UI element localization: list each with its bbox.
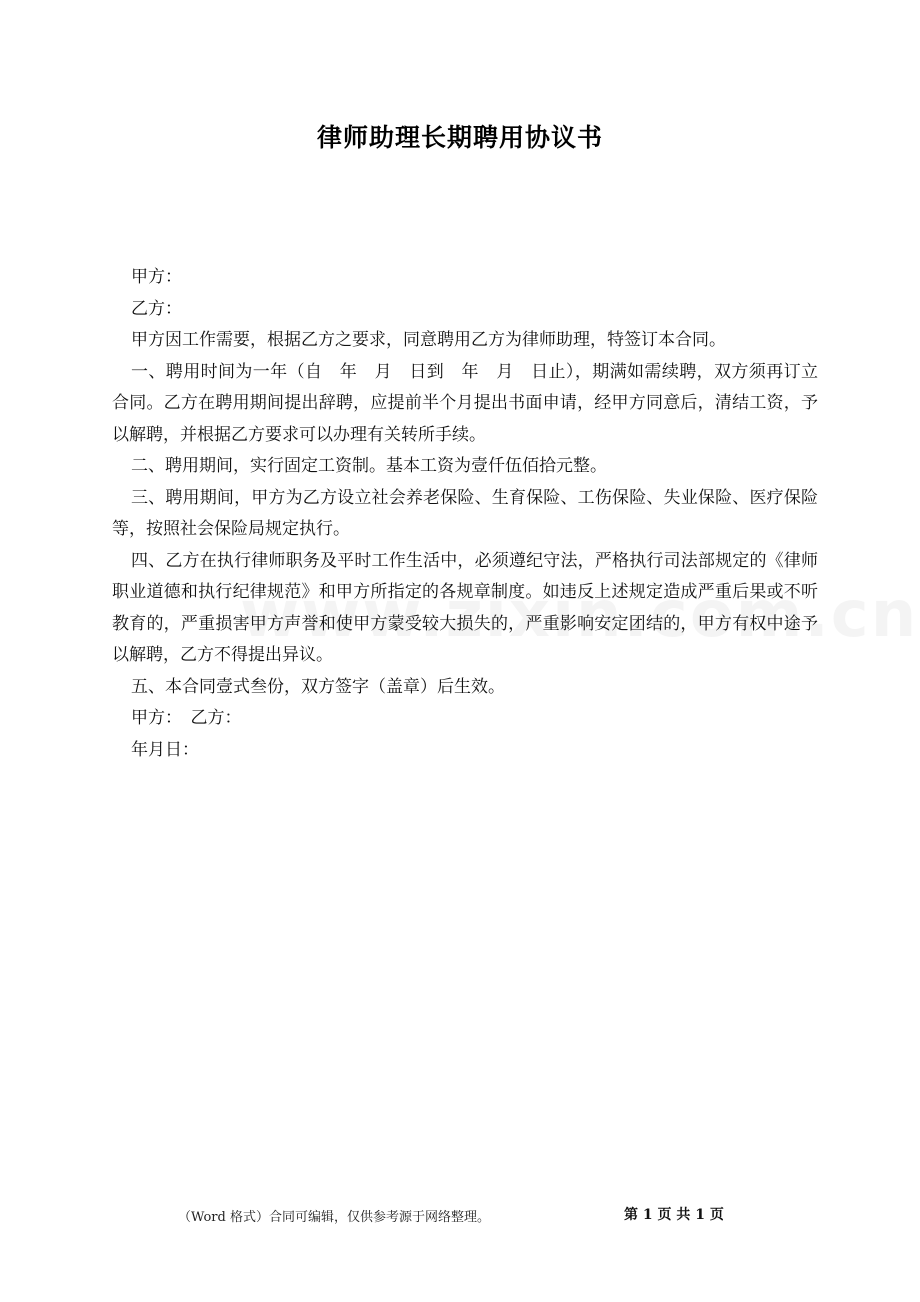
intro-paragraph: 甲方因工作需要，根据乙方之要求，同意聘用乙方为律师助理，特签订本合同。 <box>131 330 726 350</box>
document-title: 律师助理长期聘用协议书 <box>316 123 603 152</box>
page-number: 第 1 页 共 1 页 <box>624 1207 724 1223</box>
document-body <box>112 262 818 766</box>
clause-4: 四、乙方在执行律师职务及平时工作生活中，必须遵纪守法，严格执行司法部规定的《律师职业道德和执行纪律规范》和甲方所指定的各规章制度。如违反上述规定造成严重后果或不听教育的，严重损害甲方声誉和使甲方蒙受较大损失的，严重影响安定团结的，甲方有权中途予以解聘，乙方不得提出异议。 <box>112 550 818 665</box>
clause-3: 三、聘用期间，甲方为乙方设立社会养老保险、生育保险、工伤保险、失业保险、医疗保险等，按照社会保险局规定执行。 <box>112 487 818 539</box>
party-b-line: 乙方： <box>131 298 182 319</box>
date-line: 年月日： <box>131 739 199 760</box>
signature-line: 甲方： 乙方： <box>131 708 242 728</box>
party-a-line: 甲方： <box>131 267 182 287</box>
footer-note: （Word 格式）合同可编辑，仅供参考源于网络整理。 <box>178 1210 490 1225</box>
clause-5: 五、本合同壹式叁份，双方签字（盖章）后生效。 <box>131 676 505 697</box>
clause-2: 二、聘用期间，实行固定工资制。基本工资为壹仟伍佰拾元整。 <box>131 456 607 476</box>
clause-1: 一、聘用时间为一年（自 年 月 日到 年 月 日止），期满如需续聘，双方须再订立合同。乙方在聘用期间提出辞聘，应提前半个月提出书面申请，经甲方同意后，清结工资，予以解聘，并根据乙方要求可以办理有关转所手续。 <box>112 361 818 445</box>
